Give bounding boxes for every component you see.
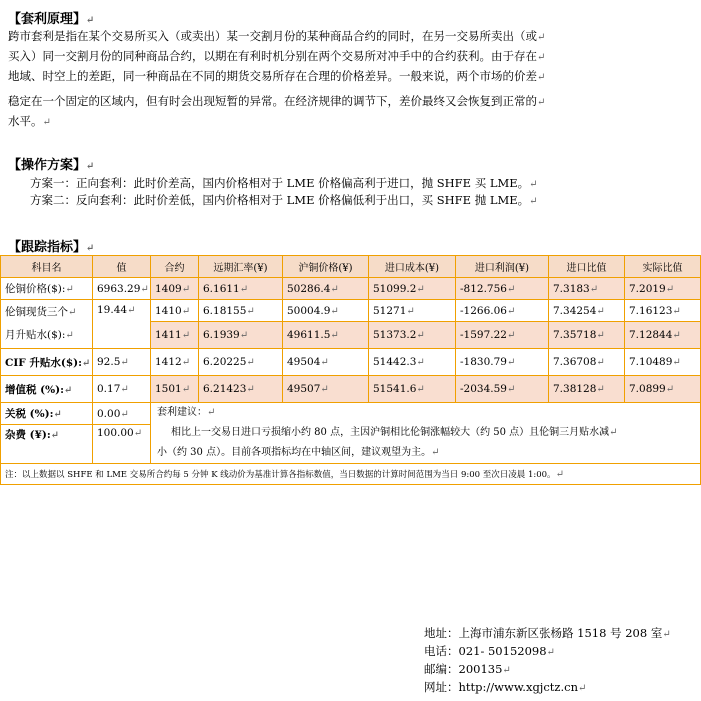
text-line: 跨市套利是指在某个交易所买入（或卖出）某一交割月份的某种商品合约的同时，在另一交易所卖出（或↵ xyxy=(8,29,546,43)
tariff-label: 关税 (%):↵ xyxy=(1,403,93,425)
plan-2-text: 方案二：反向套利：此时价差低，国内价格相对于 LME 价格偏低利于出口，买 SHFE 抛 LME。↵ xyxy=(30,193,538,207)
tracking-indicators-table xyxy=(0,255,701,485)
forward-rate-cell: 6.1611↵ xyxy=(199,278,283,300)
actual-ratio-cell: 7.16123↵ xyxy=(625,300,701,322)
contract-cell: 1409↵ xyxy=(151,278,199,300)
shfe-price-cell: 49504↵ xyxy=(283,349,369,376)
contract-cell: 1412↵ xyxy=(151,349,199,376)
actual-ratio-cell: 7.0899↵ xyxy=(625,376,701,403)
tracking-section-title: 【跟踪指标】↵ xyxy=(8,240,95,255)
import-profit-cell: -1266.06↵ xyxy=(456,300,549,322)
tariff-value: 0.00↵ xyxy=(93,403,151,425)
table-row xyxy=(1,349,701,376)
shfe-price-cell: 49507↵ xyxy=(283,376,369,403)
import-ratio-cell: 7.34254↵ xyxy=(549,300,625,322)
forward-rate-cell: 6.18155↵ xyxy=(199,300,283,322)
header-subject: 科目名 xyxy=(1,256,93,278)
table-row xyxy=(1,403,701,425)
arbitrage-section-title: 【套利原理】↵ xyxy=(8,12,95,27)
lme-spread-value: 19.44↵ xyxy=(93,300,151,349)
forward-rate-cell: 6.1939↵ xyxy=(199,322,283,349)
text-line: 买入）同一交割月份的同种商品合约，以期在有利时机分别在两个交易所对冲手中的合约获利。由于存在↵ xyxy=(8,49,546,63)
arbitrage-paragraph-2 xyxy=(8,92,598,132)
vat-value: 0.17↵ xyxy=(93,376,151,403)
forward-rate-cell: 6.21423↵ xyxy=(199,376,283,403)
contact-zip: 邮编：200135↵ xyxy=(424,662,511,676)
import-ratio-cell: 7.3183↵ xyxy=(549,278,625,300)
header-contract: 合约 xyxy=(151,256,199,278)
contract-cell: 1411↵ xyxy=(151,322,199,349)
header-forward-rate: 远期汇率(¥) xyxy=(199,256,283,278)
import-cost-cell: 51271↵ xyxy=(369,300,456,322)
contact-address: 地址：上海市浦东新区张杨路 1518 号 208 室↵ xyxy=(424,626,671,640)
lme-price-label: 伦铜价格($):↵ xyxy=(1,278,93,300)
vat-label: 增值税 (%):↵ xyxy=(1,376,93,403)
actual-ratio-cell: 7.2019↵ xyxy=(625,278,701,300)
contract-cell: 1501↵ xyxy=(151,376,199,403)
table-row xyxy=(1,300,701,322)
arbitrage-paragraph-1 xyxy=(8,27,598,87)
import-profit-cell: -1830.79↵ xyxy=(456,349,549,376)
shfe-price-cell: 50286.4↵ xyxy=(283,278,369,300)
import-cost-cell: 51099.2↵ xyxy=(369,278,456,300)
header-import-profit: 进口利润(¥) xyxy=(456,256,549,278)
contract-cell: 1410↵ xyxy=(151,300,199,322)
table-row xyxy=(1,376,701,403)
import-profit-cell: -2034.59↵ xyxy=(456,376,549,403)
import-profit-cell: -812.756↵ xyxy=(456,278,549,300)
arbitrage-advice-cell xyxy=(151,403,701,464)
header-shfe-price: 沪铜价格(¥) xyxy=(283,256,369,278)
advice-title: 套利建议：↵ xyxy=(157,407,216,418)
cif-spread-value: 92.5↵ xyxy=(93,349,151,376)
text-line: 水平。↵ xyxy=(8,114,51,128)
plan-section-title: 【操作方案】↵ xyxy=(8,158,95,173)
import-profit-cell: -1597.22↵ xyxy=(456,322,549,349)
contact-block xyxy=(424,625,671,697)
text-line: 稳定在一个固定的区域内，但有时会出现短暂的异常。在经济规律的调节下，差价最终又会恢复到正常的↵ xyxy=(8,94,546,108)
shfe-price-cell: 49611.5↵ xyxy=(283,322,369,349)
forward-rate-cell: 6.20225↵ xyxy=(199,349,283,376)
cif-spread-label: CIF 升贴水($):↵ xyxy=(1,349,93,376)
misc-fee-value: 100.00↵ xyxy=(93,425,151,464)
lme-spread-label: 伦铜现货三个↵ 月升贴水($):↵ xyxy=(1,300,93,349)
text-line: 地域、时空上的差距，同一种商品在不同的期货交易所存在合理的价格差异。一般来说，两个市场的价差↵ xyxy=(8,69,546,83)
contact-website: 网址：http://www.xgjctz.cn↵ xyxy=(424,680,587,694)
contact-phone: 电话：021- 50152098↵ xyxy=(424,644,555,658)
import-ratio-cell: 7.36708↵ xyxy=(549,349,625,376)
import-cost-cell: 51442.3↵ xyxy=(369,349,456,376)
import-ratio-cell: 7.35718↵ xyxy=(549,322,625,349)
plan-1-text: 方案一：正向套利：此时价差高，国内价格相对于 LME 价格偏高利于进口，抛 SHFE 买 LME。↵ xyxy=(30,176,538,190)
header-import-cost: 进口成本(¥) xyxy=(369,256,456,278)
shfe-price-cell: 50004.9↵ xyxy=(283,300,369,322)
header-import-ratio: 进口比值 xyxy=(549,256,625,278)
table-row xyxy=(1,278,701,300)
header-value: 值 xyxy=(93,256,151,278)
import-cost-cell: 51373.2↵ xyxy=(369,322,456,349)
import-ratio-cell: 7.38128↵ xyxy=(549,376,625,403)
table-note: 注：以上数据以 SHFE 和 LME 交易所合约每 5 分钟 K 线动价为基准计算各指标数值，当日数据的计算时间范围为当日 9:00 至次日凌晨 1:00。↵ xyxy=(1,464,701,485)
import-cost-cell: 51541.6↵ xyxy=(369,376,456,403)
header-actual-ratio: 实际比值 xyxy=(625,256,701,278)
advice-text: 相比上一交易日进口亏损缩小约 80 点，主因沪铜相比伦铜涨幅较大（约 50 点）且伦铜三月贴水减↵ xyxy=(171,427,618,438)
table-header-row xyxy=(1,256,701,278)
advice-text: 小（约 30 点）。目前各项指标均在中轴区间，建议观望为主。↵ xyxy=(157,447,440,458)
misc-fee-label: 杂费 (¥):↵ xyxy=(1,425,93,464)
table-note-row xyxy=(1,464,701,485)
actual-ratio-cell: 7.10489↵ xyxy=(625,349,701,376)
actual-ratio-cell: 7.12844↵ xyxy=(625,322,701,349)
lme-price-value: 6963.29↵ xyxy=(93,278,151,300)
